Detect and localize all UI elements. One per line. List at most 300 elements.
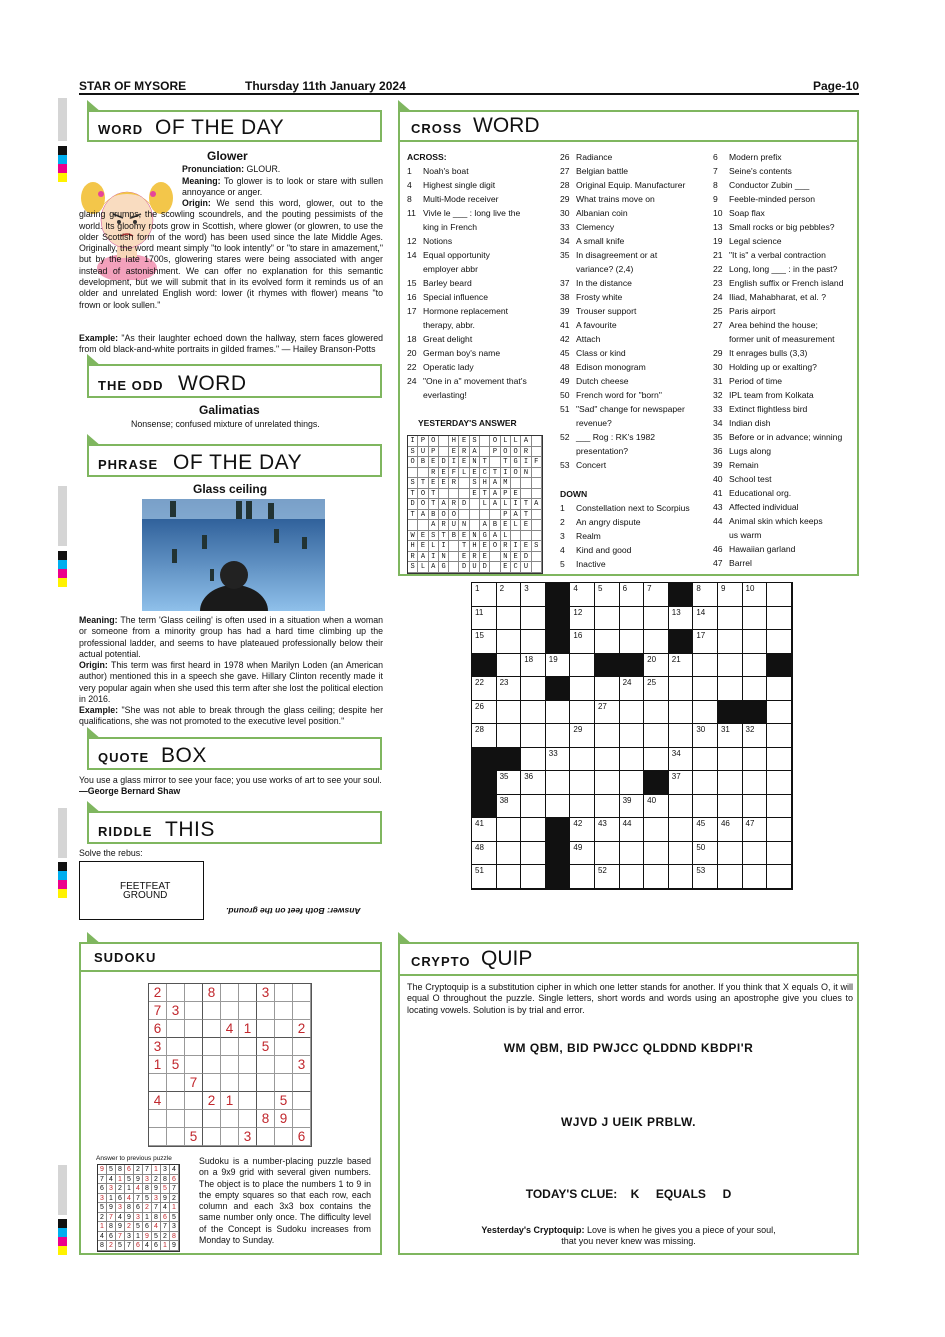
crossword-cell[interactable]: 10 (743, 583, 768, 607)
crossword-cell[interactable]: 2 (497, 583, 522, 607)
sudoku-cell[interactable] (221, 1056, 239, 1074)
crossword-cell[interactable] (767, 842, 792, 866)
crossword-cell[interactable] (718, 795, 743, 819)
answer-cell (490, 552, 500, 563)
answer-cell (418, 468, 428, 479)
sudoku-cell[interactable] (149, 1074, 167, 1092)
answer-cell: 8 (125, 1203, 134, 1213)
sudoku-cell[interactable] (293, 1074, 311, 1092)
crossword-cell[interactable] (595, 771, 620, 795)
answer-cell: 3 (125, 1232, 134, 1242)
crossword-grid[interactable] (471, 582, 793, 890)
crossword-cell[interactable] (595, 607, 620, 631)
clue-item: 41 A favourite (560, 320, 617, 330)
crossword-title: CROSS WORD (398, 110, 859, 142)
crossword-cell[interactable]: 22 (472, 677, 497, 701)
crossword-cell[interactable] (718, 607, 743, 631)
crossword-cell[interactable]: 45 (693, 818, 718, 842)
crossword-cell[interactable] (743, 607, 768, 631)
sudoku-cell[interactable]: 4 (221, 1020, 239, 1038)
sudoku-cell[interactable] (293, 1002, 311, 1020)
answer-cell: 8 (116, 1165, 125, 1175)
crossword-cell[interactable]: 32 (743, 724, 768, 748)
crossword-cell[interactable] (693, 677, 718, 701)
sudoku-cell[interactable] (293, 1110, 311, 1128)
sudoku-cell[interactable] (239, 1038, 257, 1056)
crossword-cell[interactable] (570, 654, 595, 678)
sudoku-cell[interactable] (275, 1056, 293, 1074)
crossword-cell[interactable]: 3 (521, 583, 546, 607)
crossword-cell[interactable]: 48 (472, 842, 497, 866)
crossword-cell[interactable]: 51 (472, 865, 497, 889)
crossword-cell[interactable] (743, 771, 768, 795)
crossword-cell[interactable]: 11 (472, 607, 497, 631)
crossword-cell[interactable] (595, 677, 620, 701)
sudoku-cell[interactable] (185, 984, 203, 1002)
crossword-cell[interactable] (521, 818, 546, 842)
sudoku-cell[interactable] (257, 1020, 275, 1038)
sudoku-cell[interactable]: 2 (149, 984, 167, 1002)
crossword-cell[interactable]: 16 (570, 630, 595, 654)
crossword-cell[interactable]: 27 (595, 701, 620, 725)
crossword-cell[interactable] (718, 865, 743, 889)
crossword-cell[interactable]: 53 (693, 865, 718, 889)
sudoku-cell[interactable] (239, 1074, 257, 1092)
crossword-cell[interactable] (497, 630, 522, 654)
crossword-cell[interactable] (521, 748, 546, 772)
answer-cell: E (501, 520, 511, 531)
answer-cell: 4 (143, 1241, 152, 1251)
clue-item: 3 Realm (560, 531, 601, 541)
answer-cell: M (501, 478, 511, 489)
crossword-cell[interactable] (767, 724, 792, 748)
answer-cell: O (449, 510, 459, 521)
crossword-cell[interactable] (644, 701, 669, 725)
answer-cell: A (521, 436, 531, 447)
sudoku-cell[interactable] (257, 1074, 275, 1092)
answer-cell: F (449, 468, 459, 479)
sudoku-cell[interactable] (185, 1092, 203, 1110)
crossword-cell[interactable] (595, 795, 620, 819)
answer-cell: A (429, 520, 439, 531)
answer-cell: O (439, 510, 449, 521)
answer-cell: 4 (152, 1222, 161, 1232)
black-cell (546, 677, 571, 701)
sudoku-cell[interactable] (221, 1110, 239, 1128)
cryptoquip-description: The Cryptoquip is a substitution cipher in which one letter stands for another. If you think that X equals O, it will equal O throughout the puzzle. Single letters, short words and words using an apostrophe give you clues to locating vowels. Solution is by trial and error. (407, 982, 853, 1015)
answer-cell: 3 (107, 1184, 116, 1194)
crossword-cell[interactable] (620, 701, 645, 725)
answer-cell: G (480, 531, 490, 542)
crossword-cell[interactable] (767, 607, 792, 631)
answer-cell: 8 (98, 1241, 107, 1251)
crossword-cell[interactable] (718, 677, 743, 701)
crossword-cell[interactable]: 38 (497, 795, 522, 819)
crossword-cell[interactable]: 28 (472, 724, 497, 748)
clue-item: revenue? (576, 418, 612, 428)
crossword-cell[interactable]: 25 (644, 677, 669, 701)
crossword-cell[interactable] (595, 630, 620, 654)
crossword-cell[interactable] (718, 654, 743, 678)
crossword-cell[interactable] (521, 630, 546, 654)
sudoku-cell[interactable]: 8 (257, 1110, 275, 1128)
answer-cell: L (418, 562, 428, 573)
crossword-cell[interactable] (743, 654, 768, 678)
cryptoquip-title: CRYPTO QUIP (398, 942, 859, 976)
sudoku-cell[interactable] (167, 984, 185, 1002)
crossword-cell[interactable] (693, 795, 718, 819)
crossword-cell[interactable] (497, 865, 522, 889)
clue-item: 50 French word for "born" (560, 390, 662, 400)
crossword-cell[interactable] (644, 865, 669, 889)
clue-item: 26 Radiance (560, 152, 613, 162)
crossword-cell[interactable] (767, 748, 792, 772)
crossword-cell[interactable]: 35 (497, 771, 522, 795)
crossword-cell[interactable] (570, 748, 595, 772)
crossword-cell[interactable]: 41 (472, 818, 497, 842)
answer-cell (532, 436, 542, 447)
crossword-cell[interactable]: 29 (570, 724, 595, 748)
crossword-cell[interactable]: 26 (472, 701, 497, 725)
sudoku-cell[interactable]: 5 (185, 1128, 203, 1146)
sudoku-cell[interactable]: 2 (293, 1020, 311, 1038)
sudoku-cell[interactable]: 1 (149, 1056, 167, 1074)
crossword-cell[interactable]: 17 (693, 630, 718, 654)
answer-cell: 3 (152, 1194, 161, 1204)
crossword-cell[interactable] (693, 771, 718, 795)
crossword-cell[interactable] (497, 818, 522, 842)
crossword-cell[interactable] (743, 842, 768, 866)
answer-cell: 6 (170, 1175, 179, 1185)
black-cell (767, 654, 792, 678)
crossword-cell[interactable]: 5 (595, 583, 620, 607)
crossword-cell[interactable] (669, 701, 694, 725)
crossword-cell[interactable] (693, 654, 718, 678)
crossword-cell[interactable] (521, 795, 546, 819)
crossword-cell[interactable] (669, 677, 694, 701)
sudoku-cell[interactable]: 1 (239, 1020, 257, 1038)
crossword-cell[interactable] (718, 630, 743, 654)
crossword-cell[interactable] (693, 701, 718, 725)
crossword-cell[interactable]: 33 (546, 748, 571, 772)
sudoku-cell[interactable] (185, 1038, 203, 1056)
crossword-cell[interactable] (570, 677, 595, 701)
sudoku-cell[interactable]: 6 (293, 1128, 311, 1146)
crossword-cell[interactable]: 43 (595, 818, 620, 842)
crossword-cell[interactable]: 40 (644, 795, 669, 819)
sudoku-cell[interactable] (275, 1038, 293, 1056)
sudoku-cell[interactable]: 9 (275, 1110, 293, 1128)
crossword-cell[interactable] (570, 795, 595, 819)
sudoku-cell[interactable] (239, 984, 257, 1002)
crossword-cell[interactable] (644, 748, 669, 772)
crossword-cell[interactable] (620, 865, 645, 889)
crossword-cell[interactable]: 13 (669, 607, 694, 631)
wotd-origin: Origin: We send this word, glower, out to the glaring grumps, the scowling scoundrels, and the pouting pessimists of the world. Its gloomy roots grow in Scottish, where glower (or glowren, to use the older Scottish form of the word) has been used since the late Middle Ages. Originally, the word meant simply "to look intently" or "to stare in amazement," but by the late 1700s, glowering stares were being associated with anger instead of astonishment. We can offer no explanation for this semantic development, but we will submit that in its evolved form it reminds us of an older and unrelated English word: lower (it rhymes with flower) means "to frown or look sullen." (79, 198, 383, 310)
crossword-cell[interactable] (669, 865, 694, 889)
crossword-cell[interactable]: 46 (718, 818, 743, 842)
sudoku-cell[interactable] (185, 1020, 203, 1038)
sudoku-cell[interactable]: 2 (203, 1092, 221, 1110)
sudoku-cell[interactable] (239, 1002, 257, 1020)
crossword-cell[interactable] (718, 842, 743, 866)
answer-cell: 5 (143, 1194, 152, 1204)
crossword-cell[interactable]: 34 (669, 748, 694, 772)
sudoku-cell[interactable] (185, 1002, 203, 1020)
clue-item: 17 Hormone replacement (407, 306, 509, 316)
crossword-cell[interactable] (546, 701, 571, 725)
crossword-cell[interactable]: 50 (693, 842, 718, 866)
sudoku-grid[interactable] (148, 983, 312, 1147)
sudoku-cell[interactable] (167, 1128, 185, 1146)
answer-cell: 1 (161, 1241, 170, 1251)
sudoku-cell[interactable]: 8 (203, 984, 221, 1002)
crossword-cell[interactable] (620, 724, 645, 748)
clue-item: 48 Edison monogram (560, 362, 646, 372)
phrase-origin: Origin: This term was first heard in 1978 when Marilyn Loden (an American author) mentioned this in a speech she gave. Hillary Clinton recently made it very popular again when she used this term after she lost the political election in 2016. (79, 660, 383, 704)
crossword-cell[interactable] (644, 818, 669, 842)
answer-cell: L (511, 520, 521, 531)
crossword-cell[interactable]: 7 (644, 583, 669, 607)
crossword-cell[interactable] (620, 771, 645, 795)
crossword-cell[interactable] (620, 842, 645, 866)
crossword-cell[interactable] (497, 607, 522, 631)
crossword-cell[interactable]: 39 (620, 795, 645, 819)
crossword-cell[interactable]: 15 (472, 630, 497, 654)
clue-item: 19 Legal science (713, 236, 782, 246)
crossword-cell[interactable]: 44 (620, 818, 645, 842)
crossword-cell[interactable] (669, 795, 694, 819)
sudoku-cell[interactable] (203, 1038, 221, 1056)
answer-cell: G (511, 457, 521, 468)
sudoku-cell[interactable] (167, 1020, 185, 1038)
crossword-cell[interactable]: 23 (497, 677, 522, 701)
sudoku-cell[interactable] (185, 1056, 203, 1074)
answer-cell: 4 (134, 1184, 143, 1194)
crossword-cell[interactable]: 37 (669, 771, 694, 795)
crossword-cell[interactable]: 18 (521, 654, 546, 678)
sudoku-cell[interactable]: 1 (221, 1092, 239, 1110)
sudoku-cell[interactable] (221, 984, 239, 1002)
sudoku-cell[interactable] (221, 1128, 239, 1146)
crossword-cell[interactable]: 21 (669, 654, 694, 678)
crossword-cell[interactable] (497, 842, 522, 866)
sudoku-cell[interactable]: 3 (167, 1002, 185, 1020)
sudoku-cell[interactable] (203, 1074, 221, 1092)
sudoku-cell[interactable]: 5 (257, 1038, 275, 1056)
sudoku-cell[interactable] (275, 984, 293, 1002)
clue-item: 22 Operatic lady (407, 362, 474, 372)
crossword-cell[interactable] (767, 865, 792, 889)
crossword-cell[interactable] (743, 677, 768, 701)
crossword-cell[interactable]: 12 (570, 607, 595, 631)
answer-cell: 6 (98, 1184, 107, 1194)
crossword-cell[interactable] (644, 842, 669, 866)
sudoku-cell[interactable] (239, 1110, 257, 1128)
crossword-cell[interactable] (521, 842, 546, 866)
answer-cell: 4 (107, 1175, 116, 1185)
crossword-cell[interactable] (595, 724, 620, 748)
crossword-cell[interactable] (767, 583, 792, 607)
crossword-cell[interactable] (669, 842, 694, 866)
sudoku-description: Sudoku is a number-placing puzzle based on a 9x9 grid with several given numbers. The object is to place the numbers 1 to 9 in the empty squares so that each row, each column and each 3x3 box contains the same number only once. The difficulty level of the Concept is Sudoku increases from Monday to Sunday. (199, 1156, 371, 1246)
sudoku-cell[interactable] (293, 1092, 311, 1110)
sudoku-cell[interactable] (275, 1074, 293, 1092)
sudoku-cell[interactable]: 4 (149, 1092, 167, 1110)
color-marks (58, 1219, 67, 1255)
crossword-cell[interactable] (743, 630, 768, 654)
crossword-cell[interactable] (521, 724, 546, 748)
sudoku-cell[interactable]: 7 (185, 1074, 203, 1092)
answer-cell: A (490, 489, 500, 500)
sudoku-cell[interactable] (185, 1110, 203, 1128)
sudoku-cell[interactable] (293, 984, 311, 1002)
sudoku-cell[interactable] (257, 1128, 275, 1146)
crossword-cell[interactable] (570, 701, 595, 725)
crossword-cell[interactable] (595, 842, 620, 866)
crossword-cell[interactable]: 24 (620, 677, 645, 701)
clue-item: 22 Long, long ___ : in the past? (713, 264, 838, 274)
sudoku-cell[interactable]: 6 (149, 1020, 167, 1038)
crossword-cell[interactable] (767, 701, 792, 725)
sudoku-cell[interactable] (203, 1002, 221, 1020)
crossword-cell[interactable]: 52 (595, 865, 620, 889)
crossword-cell[interactable]: 8 (693, 583, 718, 607)
margin-bar (58, 486, 67, 546)
answer-cell (521, 478, 531, 489)
sudoku-cell[interactable] (257, 1056, 275, 1074)
answer-cell: R (449, 478, 459, 489)
crossword-cell[interactable]: 36 (521, 771, 546, 795)
crossword-cell[interactable] (767, 677, 792, 701)
sudoku-cell[interactable] (275, 1128, 293, 1146)
crossword-cell[interactable] (718, 748, 743, 772)
answer-cell: D (408, 499, 418, 510)
sudoku-cell[interactable] (293, 1038, 311, 1056)
crossword-cell[interactable] (743, 748, 768, 772)
crossword-cell[interactable] (546, 724, 571, 748)
crossword-cell[interactable] (743, 865, 768, 889)
crossword-cell[interactable] (570, 771, 595, 795)
crossword-cell[interactable]: 20 (644, 654, 669, 678)
sudoku-cell[interactable] (203, 1056, 221, 1074)
crossword-cell[interactable] (644, 724, 669, 748)
sudoku-cell[interactable] (257, 1092, 275, 1110)
clue-item: presentation? (576, 446, 629, 456)
crossword-cell[interactable] (521, 701, 546, 725)
sudoku-cell[interactable] (203, 1020, 221, 1038)
crossword-cell[interactable] (743, 795, 768, 819)
crossword-cell[interactable] (546, 795, 571, 819)
sudoku-cell[interactable] (221, 1002, 239, 1020)
clue-item: variance? (2,4) (576, 264, 634, 274)
answer-cell: 6 (161, 1213, 170, 1223)
crossword-cell[interactable] (718, 771, 743, 795)
answer-cell: T (408, 489, 418, 500)
crossword-cell[interactable] (521, 865, 546, 889)
crossword-cell[interactable]: 30 (693, 724, 718, 748)
clue-item: 18 Great delight (407, 334, 473, 344)
sudoku-cell[interactable] (275, 1020, 293, 1038)
crossword-cell[interactable] (595, 748, 620, 772)
sudoku-cell[interactable]: 7 (149, 1002, 167, 1020)
crossword-cell[interactable] (620, 607, 645, 631)
answer-cell: 6 (125, 1165, 134, 1175)
answer-cell: 2 (161, 1232, 170, 1242)
sudoku-cell[interactable] (203, 1110, 221, 1128)
sudoku-cell[interactable] (239, 1092, 257, 1110)
sudoku-cell[interactable] (167, 1038, 185, 1056)
crossword-cell[interactable] (570, 865, 595, 889)
crossword-cell[interactable]: 31 (718, 724, 743, 748)
crossword-cell[interactable] (693, 748, 718, 772)
sudoku-cell[interactable]: 5 (167, 1056, 185, 1074)
clue-item: 51 "Sad" change for newspaper (560, 404, 685, 414)
answer-cell: 5 (170, 1213, 179, 1223)
sudoku-answer-grid (97, 1164, 180, 1252)
answer-cell: C (511, 562, 521, 573)
crossword-cell[interactable] (497, 654, 522, 678)
sudoku-cell[interactable] (257, 1002, 275, 1020)
crossword-cell[interactable] (669, 724, 694, 748)
sudoku-cell[interactable] (167, 1092, 185, 1110)
crossword-cell[interactable] (546, 771, 571, 795)
crossword-cell[interactable]: 9 (718, 583, 743, 607)
crossword-cell[interactable] (521, 677, 546, 701)
crossword-cell[interactable]: 49 (570, 842, 595, 866)
crossword-cell[interactable]: 42 (570, 818, 595, 842)
crossword-cell[interactable] (497, 701, 522, 725)
sudoku-cell[interactable] (221, 1038, 239, 1056)
crossword-cell[interactable] (644, 607, 669, 631)
sudoku-cell[interactable] (149, 1128, 167, 1146)
sudoku-cell[interactable]: 3 (149, 1038, 167, 1056)
clue-item: 35 Before or in advance; winning (713, 432, 843, 442)
sudoku-cell[interactable] (167, 1110, 185, 1128)
sudoku-cell[interactable] (239, 1056, 257, 1074)
sudoku-cell[interactable]: 3 (239, 1128, 257, 1146)
crossword-cell[interactable]: 6 (620, 583, 645, 607)
crossword-cell[interactable] (767, 818, 792, 842)
crossword-cell[interactable] (767, 771, 792, 795)
crossword-cell[interactable] (669, 818, 694, 842)
answer-cell: 5 (98, 1203, 107, 1213)
sudoku-cell[interactable] (203, 1128, 221, 1146)
crossword-cell[interactable]: 47 (743, 818, 768, 842)
answer-cell (439, 436, 449, 447)
sudoku-cell[interactable] (167, 1074, 185, 1092)
crossword-cell[interactable]: 19 (546, 654, 571, 678)
crossword-cell[interactable]: 1 (472, 583, 497, 607)
crossword-cell[interactable]: 14 (693, 607, 718, 631)
sudoku-cell[interactable]: 3 (257, 984, 275, 1002)
clue-item: 10 Soap flax (713, 208, 765, 218)
sudoku-cell[interactable]: 3 (293, 1056, 311, 1074)
sudoku-cell[interactable]: 5 (275, 1092, 293, 1110)
sudoku-cell[interactable] (275, 1002, 293, 1020)
crossword-cell[interactable] (767, 795, 792, 819)
sudoku-cell[interactable] (221, 1074, 239, 1092)
sudoku-cell[interactable] (149, 1110, 167, 1128)
crossword-cell[interactable]: 4 (570, 583, 595, 607)
crossword-cell[interactable] (644, 630, 669, 654)
crossword-cell[interactable] (767, 630, 792, 654)
crossword-cell[interactable] (620, 748, 645, 772)
crossword-cell[interactable] (620, 630, 645, 654)
crossword-cell[interactable] (497, 724, 522, 748)
answer-cell: 7 (170, 1184, 179, 1194)
crossword-cell[interactable] (521, 607, 546, 631)
